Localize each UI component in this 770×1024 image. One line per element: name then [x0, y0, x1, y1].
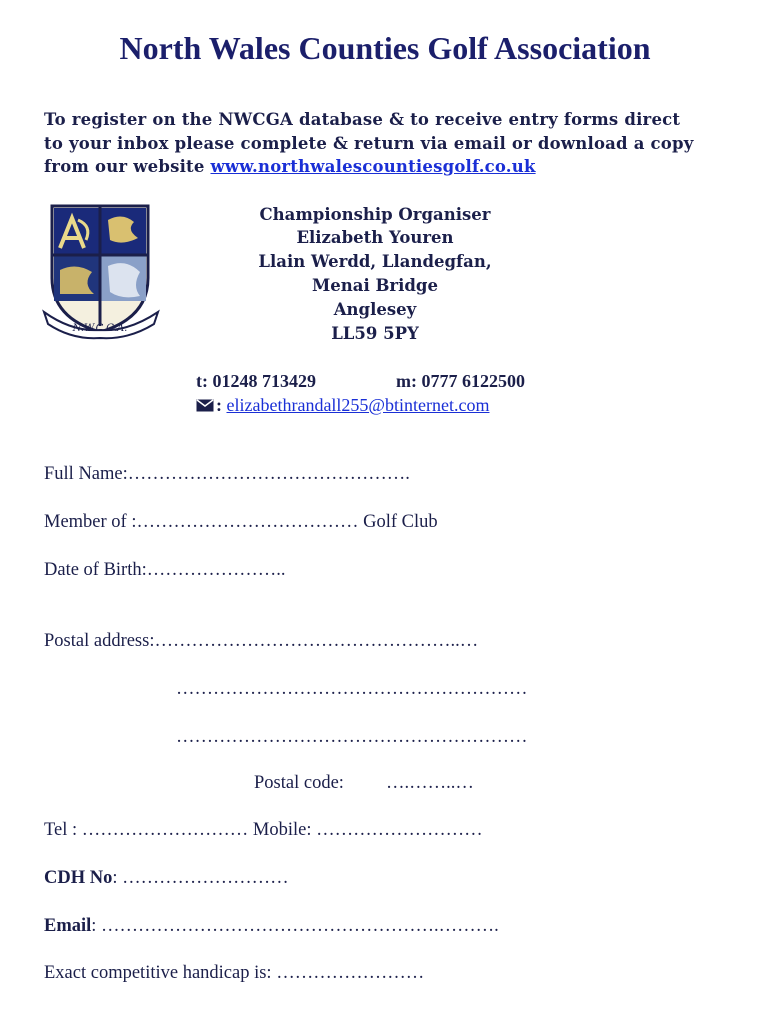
intro-line-3-prefix: from our website	[44, 157, 211, 176]
organiser-postcode: LL59 5PY	[331, 324, 419, 343]
telephone: t: 01248 713429	[196, 371, 316, 391]
organiser-role: Championship Organiser	[259, 205, 491, 224]
organiser-address-2: Menai Bridge	[312, 276, 438, 295]
tel-mobile-field[interactable]: Tel : ……………………… Mobile: ………………………	[44, 820, 483, 840]
page-title: North Wales Counties Golf Association	[119, 30, 651, 66]
cdh-dots: : ………………………	[112, 868, 289, 888]
organiser-address-3: Anglesey	[333, 300, 417, 319]
handicap-field[interactable]: Exact competitive handicap is: ……………………	[44, 963, 425, 983]
postal-address-line-2[interactable]: …………………………………………………	[176, 679, 528, 699]
postal-address-field[interactable]: Postal address:…………………………………………..…	[44, 631, 479, 651]
crest-ribbon-text: N.W.C.G.A.	[72, 323, 128, 334]
association-crest-logo	[42, 200, 160, 340]
organiser-name: Elizabeth Youren	[296, 228, 454, 247]
cdh-label: CDH No	[44, 868, 113, 888]
envelope-icon	[196, 395, 216, 416]
date-of-birth-field[interactable]: Date of Birth:…………………..	[44, 560, 286, 580]
full-name-field[interactable]: Full Name:……………………………………….	[44, 464, 410, 484]
website-link[interactable]: www.northwalescountiesgolf.co.uk	[210, 157, 536, 176]
intro-line-1: To register on the NWCGA database & to receive entry forms direct	[44, 110, 681, 129]
email-dots: : ……………………………………………….……….	[91, 916, 499, 936]
postal-code-label: Postal code:	[254, 773, 344, 793]
postal-address-line-3[interactable]: …………………………………………………	[176, 727, 528, 747]
email-link[interactable]: elizabethrandall255@btinternet.com	[226, 395, 490, 415]
postal-code-field[interactable]: ….……..…	[386, 773, 474, 793]
member-of-field[interactable]: Member of :……………………………… Golf Club	[44, 512, 438, 532]
organiser-address-1: Llain Werdd, Llandegfan,	[258, 252, 492, 271]
intro-line-3	[44, 157, 536, 176]
email-field[interactable]	[44, 916, 499, 937]
intro-line-2: to your inbox please complete & return via email or download a copy	[44, 134, 694, 153]
email-contact	[196, 395, 489, 416]
email-field-label: Email	[44, 916, 92, 936]
cdh-number-field[interactable]	[44, 868, 289, 889]
email-label: :	[216, 395, 222, 415]
mobile: m: 0777 6122500	[396, 371, 525, 391]
